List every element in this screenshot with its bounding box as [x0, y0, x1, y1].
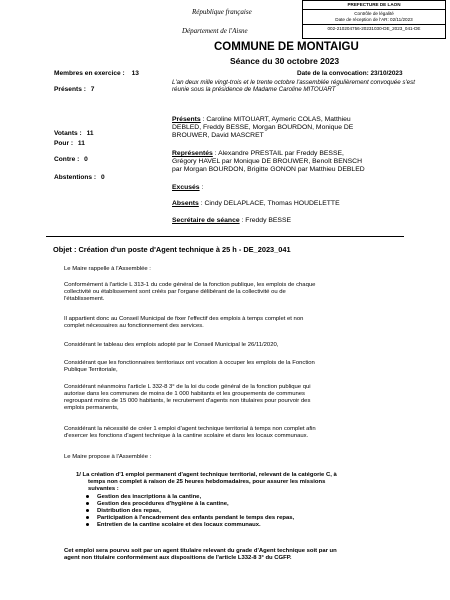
presents-label: Présents: [172, 116, 201, 123]
stamp-controle: Contrôle de légalité: [354, 11, 394, 17]
list-item: Participation à l'encadrement des enfants pendant le temps des repas,: [86, 515, 386, 522]
abstentions-row: [54, 174, 105, 182]
pour-value: 11: [77, 140, 85, 147]
prefecture-stamp: [302, 0, 446, 39]
secretaire-row: [172, 217, 291, 225]
paragraph-7: [64, 548, 386, 562]
membres-value: 13: [131, 70, 139, 77]
departement-label: Département de l'Aisne: [182, 27, 248, 35]
votants-label: Votants :: [54, 130, 82, 137]
p7-line: Cet emploi sera pourvu soit par un agent titulaire relevant du grade d'Agent technique soit par un: [64, 548, 337, 554]
stamp-date-reception: Date de réception de l'AR: 02/11/2023: [335, 17, 413, 23]
p2-line: complet nécessaires au fonctionnement des services.: [64, 323, 204, 329]
rappel-text: Le Maire rappelle à l'Assemblée :: [64, 266, 151, 272]
objet-title: Objet : Création d'un poste d'Agent technique à 25 h - DE_2023_041: [53, 245, 291, 254]
paragraph-1: [64, 282, 386, 303]
representes-line-3: par Morgan BOURDON, Brigitte GONON par Matthieu DEBLED: [172, 166, 365, 174]
intro-text: L'an deux mille vingt-trois et le trente octobre l'assemblée régulièrement convoquée s'est réunie sous la présidence de Madame Caroline MITOUART: [172, 79, 415, 94]
paragraph-2: [64, 316, 386, 330]
bullet-icon: [86, 502, 89, 505]
votants-value: 11: [86, 130, 94, 137]
p6-line: d'exercer les fonctions d'agent technique à la cantine scolaire et dans les locaux communaux.: [64, 433, 309, 439]
bullet-icon: [86, 523, 89, 526]
bullet-icon: [86, 509, 89, 512]
p2-line: Il appartient donc au Conseil Municipal de fixer l'effectif des emplois à temps complet et non: [64, 316, 304, 322]
presents-block: [172, 116, 432, 141]
paragraph-6: [64, 426, 386, 440]
bullet-icon: [86, 516, 89, 519]
stamp-controle-block: [303, 10, 445, 25]
contre-label: Contre :: [54, 156, 80, 163]
list-item: Entretien de la cantine scolaire et des locaux communaux.: [86, 522, 386, 529]
membres-row: [54, 70, 139, 78]
item1-line: 1/ La création d'1 emploi permanent d'agent technique territorial, relevant de la catégorie C, à: [76, 472, 337, 478]
p1-line: l'établissement.: [64, 296, 105, 302]
list-item: Gestion des procédures d'hygiène à la cantine,: [86, 501, 386, 508]
contre-value: 0: [84, 156, 88, 163]
stamp-prefecture: PREFECTURE DE LAON: [303, 1, 445, 10]
bullet-icon: [86, 495, 89, 498]
item1-line: temps non complet à raison de 25 heures hebdomadaires, pour assurer les missions: [88, 479, 326, 485]
list-item: Distribution des repas,: [86, 508, 386, 515]
p5-line: regroupant moins de 15 000 habitants, le recrutement d'agents non titulaires pour pourvoir des: [64, 398, 311, 404]
p4-line: Publique Territoriale,: [64, 367, 118, 373]
paragraph-3: [64, 342, 386, 349]
commune-title: COMMUNE DE MONTAIGU: [214, 41, 359, 53]
seance-date: Séance du 30 octobre 2023: [230, 56, 340, 66]
missions-list: [86, 494, 386, 529]
votants-row: [54, 130, 94, 138]
secretaire-label: Secrétaire de séance: [172, 217, 240, 224]
section-divider: [46, 236, 404, 237]
presents-line-1: : Caroline MITOUART, Aymeric COLAS, Matthieu: [202, 116, 351, 123]
presents-line-3: BROUWER, David MASCRET: [172, 132, 264, 140]
convocation-date: Date de la convocation: 23/10/2023: [297, 70, 403, 77]
presents-line-2: DEBLED, Freddy BESSE, Morgan BOURDON, Monique DE: [172, 124, 354, 132]
secretaire-value: : Freddy BESSE: [241, 217, 292, 224]
absents-row: [172, 200, 340, 208]
representes-label: Représentés: [172, 150, 213, 157]
representes-line-2: Grégory HAVEL par Monique DE BROUWER, Benoît BENSCH: [172, 158, 363, 166]
stamp-reference: 002-210204756-20231030-DE_2023_041-DE: [327, 26, 421, 32]
representes-block: [172, 150, 434, 175]
p1-line: collectivité ou établissement sont créés par l'organe délibérant de la collectivité ou de: [64, 289, 286, 295]
p7-line: agent non titulaire conformément aux dispositions de l'article L332-8 3° du CGFP.: [64, 555, 292, 561]
list-item: Gestion des inscriptions à la cantine,: [86, 494, 386, 501]
item-1: [76, 472, 388, 493]
p5-line: Considérant néanmoins l'article L 332-8 3° de la loi du code général de la fonction publique qui: [64, 384, 311, 390]
absents-value: : Cindy DELAPLACE, Thomas HOUDELETTE: [200, 200, 340, 207]
p5-line: autorise dans les communes de moins de 1 000 habitants et les groupements de communes: [64, 391, 305, 397]
pour-label: Pour :: [54, 140, 74, 147]
p3-line: Considérant le tableau des emplois adopté par le Conseil Municipal le 26/11/2020,: [64, 342, 279, 348]
abstentions-label: Abstentions :: [54, 174, 97, 181]
absents-label: Absents: [172, 200, 199, 207]
presents-count-value: 7: [90, 86, 95, 93]
excuses-value: :: [201, 184, 204, 191]
representes-line-1: : Alexandre PRESTAIL par Freddy BESSE,: [214, 150, 344, 157]
presents-row: [54, 86, 94, 94]
item1-line: suivantes :: [88, 486, 119, 492]
paragraph-4: [64, 360, 386, 374]
membres-label: Membres en exercice :: [54, 70, 125, 77]
contre-row: [54, 156, 88, 164]
paragraph-5: [64, 384, 386, 412]
republique-label: République française: [192, 8, 252, 16]
p5-line: emplois permanents,: [64, 405, 119, 411]
propose-text: Le Maire propose à l'Assemblée :: [64, 454, 152, 460]
excuses-label: Excusés: [172, 184, 200, 191]
excuses-row: [172, 184, 203, 192]
abstentions-value: 0: [100, 174, 105, 181]
p1-line: Conformément à l'article L 313-1 du code général de la fonction publique, les emplois de chaque: [64, 282, 316, 288]
p6-line: Considérant la nécessité de créer 1 emploi d'agent technique territorial à temps non complet afin: [64, 426, 316, 432]
p4-line: Considérant que les fonctionnaires territoriaux ont vocation à occuper les emplois de la Fonction: [64, 360, 315, 366]
presents-count-label: Présents :: [54, 86, 86, 93]
pour-row: [54, 140, 85, 148]
